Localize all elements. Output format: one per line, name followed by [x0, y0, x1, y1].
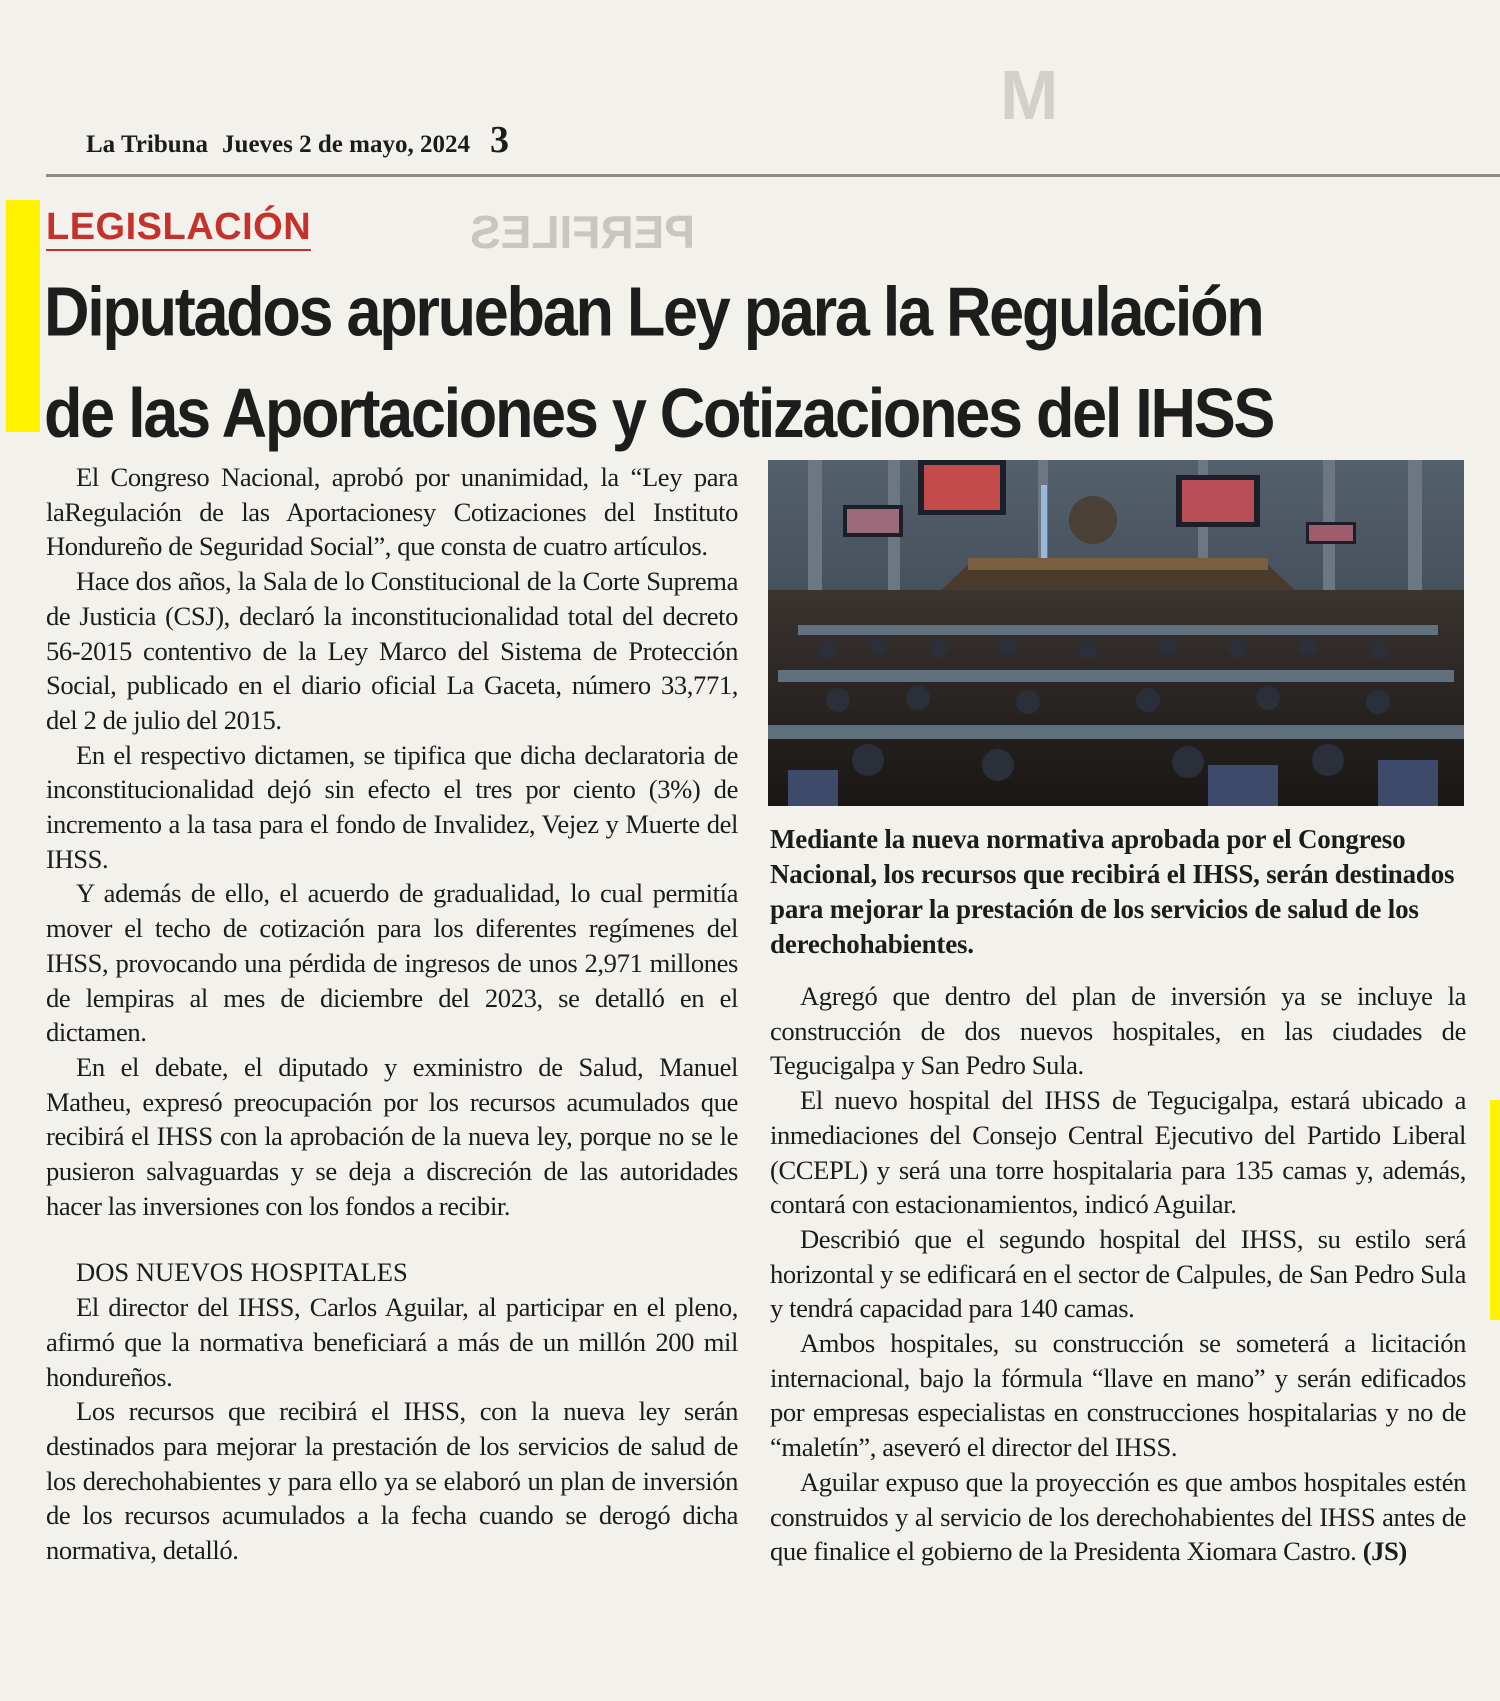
- photo-illustration: [768, 460, 1464, 806]
- highlighter-mark-right: [1490, 1100, 1500, 1320]
- photo-caption: [770, 822, 1470, 962]
- masthead-rule: [46, 174, 1500, 177]
- paragraph: El director del IHSS, Carlos Aguilar, al participar en el pleno, afirmó que la normativa beneficiará a más de un millón 200 mil hondureños.: [46, 1292, 738, 1392]
- paragraph: En el debate, el diputado y exministro de Salud, Manuel Matheu, expresó preocupación por los recursos acumulados que recibirá el IHSS con la aprobación de la nueva ley, porque no se le pusieron salvaguardas y se deja a discreción de las autoridades hacer las inversiones con los fondos a recibir.: [46, 1051, 738, 1221]
- subheading: DOS NUEVOS HOSPITALES: [76, 1257, 408, 1288]
- bleed-through-text: PERFILES: [470, 206, 695, 258]
- issue-date: Jueves 2 de mayo, 2024: [222, 131, 470, 158]
- paragraph: El Congreso Nacional, aprobó por unanimidad, la “Ley para laRegulación de las Aportacionesy Cotizaciones del Instituto Hondureño de Seguridad Social”, que consta de cuatro artículos.: [46, 462, 738, 562]
- paragraph-final: [770, 1465, 1466, 1569]
- paragraph: Los recursos que recibirá el IHSS, con la nueva ley serán destinados para mejorar la prestación de los servicios de salud de los derechohabientes y para ello ya se elaboró un plan de inversión de los recursos acumulados a la fecha cuando se derogó dicha normativa, detalló.: [46, 1396, 738, 1566]
- paragraph: Ambos hospitales, su construcción se someterá a licitación internacional, bajo la fórmula “llave en mano” y serán edificados por empresas especialistas en construcciones hospitalarias y no de “maletín”, aseveró el director del IHSS.: [770, 1328, 1466, 1463]
- article-column-left: [46, 460, 738, 1568]
- final-paragraph-text: Aguilar expuso que la proyección es que ambos hospitales estén construidos y al servicio de los derechohabientes del IHSS antes de que finalice el gobierno de la Presidenta Xiomara Castro.: [770, 1466, 1466, 1567]
- paragraph: El nuevo hospital del IHSS de Tegucigalpa, estará ubicado a inmediaciones del Consejo Central Ejecutivo del Partido Liberal (CCEPL) y será una torre hospitalaria para 135 camas y, además, contará con estacionamientos, indicó Aguilar.: [770, 1085, 1466, 1220]
- bleed-through-mark: M: [1000, 56, 1059, 134]
- headline-line-2: de las Aportaciones y Cotizaciones del IHSS: [44, 375, 1274, 453]
- page-number: 3: [489, 119, 509, 161]
- paragraph: En el respectivo dictamen, se tipifica que dicha declaratoria de inconstitucionalidad dejó sin efecto el tres por ciento (3%) de incremento a la tasa para el fondo de Invalidez, Vejez y Muerte del IHSS.: [46, 739, 738, 874]
- headline-line-1: Diputados aprueban Ley para la Regulación: [44, 274, 1263, 352]
- masthead: [86, 118, 509, 162]
- article-column-right: [770, 979, 1466, 1569]
- congress-session-photo: [768, 460, 1464, 806]
- paragraph: Agregó que dentro del plan de inversión ya se incluye la construcción de dos nuevos hospitales, en las ciudades de Tegucigalpa y San Pedro Sula.: [770, 981, 1466, 1081]
- author-initials: (JS): [1362, 1536, 1407, 1567]
- paragraph: Y además de ello, el acuerdo de gradualidad, lo cual permitía mover el techo de cotización para los diferentes regímenes del IHSS, provocando una pérdida de ingresos de unos 2,971 millones de lempiras al mes de diciembre del 2023, se detalló en el dictamen.: [46, 878, 738, 1048]
- newspaper-name: La Tribuna: [86, 131, 209, 158]
- paragraph: Hace dos años, la Sala de lo Constitucional de la Corte Suprema de Justicia (CSJ), declaró la inconstitucionalidad total del decreto 56-2015 contentivo de la Ley Marco del Sistema de Protección Social, publicado en el diario oficial La Gaceta, número 33,771, del 2 de julio del 2015.: [46, 566, 738, 735]
- section-label: LEGISLACIÓN: [46, 205, 311, 251]
- headline: [44, 262, 1474, 464]
- caption-text: Mediante la nueva normativa aprobada por el Congreso Nacional, los recursos que recibirá el IHSS, serán destinados para mejorar la prestación de los servicios de salud de los derechohabientes.: [770, 824, 1455, 959]
- highlighter-mark-left: [6, 200, 40, 432]
- paragraph: Describió que el segundo hospital del IHSS, su estilo será horizontal y se edificará en el sector de Calpules, de San Pedro Sula y tendrá capacidad para 140 camas.: [770, 1223, 1466, 1324]
